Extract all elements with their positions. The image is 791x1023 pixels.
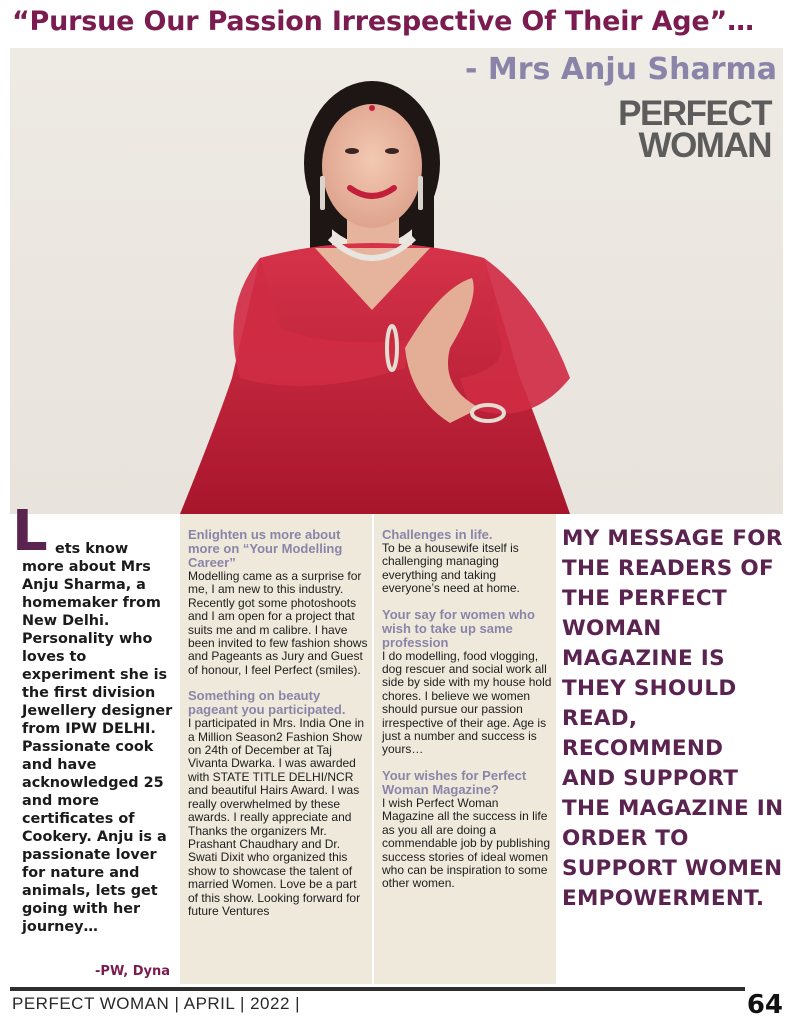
article-headline: “Pursue Our Passion Irrespective Of Their Age”… [12,6,754,37]
logo-line-2: WOMAN [638,126,771,165]
drop-cap: L [12,499,48,564]
answer-modelling-career: Modelling came as a surprise for me, I am new to this industry. Recently got some photoshoots and I am open for a project that suits me and m calibre. I have been invited to few fashion shows and Pageants as Jury and Guest of honour, I feel Perfect (smiles). [188,569,368,677]
reader-message: MY MESSAGE FOR THE READERS OF THE PERFECT WOMAN MAGAZINE IS THEY SHOULD READ, RECOMMEND AND SUPPORT THE MAGAZINE IN ORDER TO SUPPORT WOMEN EMPOWERMENT. [562,526,784,911]
answer-challenges: To be a housewife itself is challenging managing everything and taking everyone’s need at home. [382,541,520,596]
qa-column-1 [180,514,372,984]
portrait-photo [10,48,783,514]
magazine-logo [618,94,771,165]
qa-column-2 [374,514,556,984]
logo-line-1: PERFECT [618,94,771,133]
byline: - Mrs Anju Sharma [464,52,777,87]
question-advice: Your say for women who wish to take up same profession [382,606,535,650]
answer-wishes: I wish Perfect Woman Magazine all the success in life as you all are doing a commendable job by publishing success stories of ideal women who can be inspiration to some other women. [382,795,551,891]
question-modelling-career: Enlighten us more about more on “Your Modelling Career” [188,527,343,570]
intro-column [10,499,174,984]
author-credit: -PW, Dyna [95,964,170,979]
answer-beauty-pageant: I participated in Mrs. India One in a Million Season2 Fashion Show on 24th of December at Taj Vivanta Dwarka. I was awarded with STATE TITLE DELHI/NCR and beautiful Hairs Award. I was really overwhelmed by these awards. I really appreciate and Thanks the organizers Mr. Prashant Chaudhary and Dr. Swati Dixit who organized this show to showcase the talent of married Women. Love be a part of this show. Looking forward for future Ventures [188,716,365,918]
intro-first-line: ets know [55,541,129,557]
footer-issue-info: PERFECT WOMAN | APRIL | 2022 | [12,994,301,1013]
footer-rule [10,987,745,991]
page-number: 64 [746,990,783,1020]
answer-advice: I do modelling, food vlogging, dog rescuer and social work all side by side with my house hold chores. I believe we women should pursue our passion irrespective of their age. Age is just a number and success is yours… [382,648,552,757]
intro-body: more about Mrs Anju Sharma, a homemaker from New Delhi. Personality who loves to experiment she is the first division Jewellery designer from IPW DELHI. Passionate cook and have acknowledged 25 and more certificates of Cookery. Anju is a passionate lover for nature and animals, lets get going with her journey… [22,559,173,935]
intro-text [22,540,174,936]
question-beauty-pageant: Something on beauty pageant you participated. [188,688,346,718]
question-challenges: Challenges in life. [382,527,493,542]
question-wishes: Your wishes for Perfect Woman Magazine? [382,767,527,797]
